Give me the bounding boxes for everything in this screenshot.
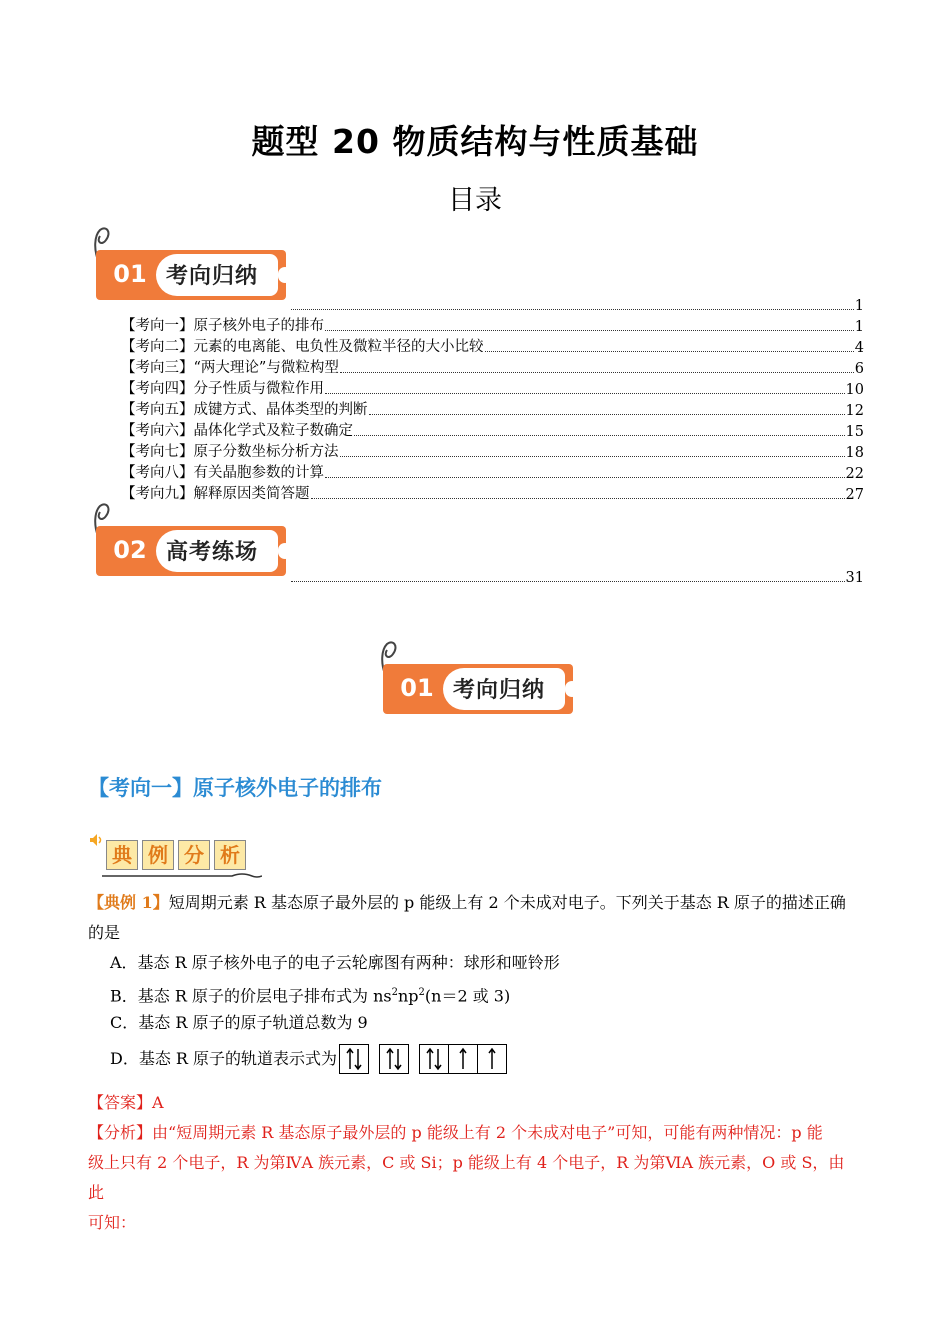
toc-page: 27 bbox=[845, 487, 864, 503]
orbital-box-up bbox=[449, 1044, 478, 1074]
option-d: D．基态 R 原子的轨道表示式为 bbox=[110, 1044, 507, 1074]
document-title: 题型 20 物质结构与性质基础 bbox=[251, 122, 699, 161]
toc-page: 15 bbox=[845, 424, 864, 440]
toc-page: 10 bbox=[845, 382, 864, 398]
toc-entry[interactable] bbox=[121, 483, 864, 503]
toc-entry-title: 【考向二】元素的电离能、电负性及微粒半径的大小比较 bbox=[121, 339, 484, 355]
example-question: 【典例 1】短周期元素 R 基态原子最外层的 p 能级上有 2 个未成对电子。下列关于基态 R 原子的描述正确 的是 bbox=[88, 893, 846, 942]
toc-entry-title: 【考向六】晶体化学式及粒子数确定 bbox=[121, 423, 353, 439]
toc-entry[interactable] bbox=[121, 399, 864, 419]
badge-label: 考向归纳 bbox=[453, 678, 546, 703]
badge-number: 01 bbox=[400, 674, 434, 702]
toc-entry-title: 【考向八】有关晶胞参数的计算 bbox=[121, 465, 324, 481]
badge-number: 01 bbox=[113, 260, 147, 288]
example-banner-char: 分 bbox=[178, 840, 210, 870]
example-banner-char: 例 bbox=[142, 840, 174, 870]
analysis: 【分析】由“短周期元素 R 基态原子最外层的 p 能级上有 2 个未成对电子”可知，可能有两种情况：p 能 级上只有 2 个电子，R 为第ⅣA 族元素，C 或 Si；p 能级上有 4 个电子，R 为第ⅥA 族元素，O 或 S，由此 可知： bbox=[88, 1123, 845, 1232]
toc-page: 4 bbox=[854, 340, 864, 356]
toc-page: 31 bbox=[845, 570, 864, 586]
option-b: B．基态 R 原子的价层电子排布式为 $ns^2np^2(n=2$ 或 3) bbox=[110, 986, 511, 1006]
example-banner-char: 典 bbox=[106, 840, 138, 870]
orbital-diagram bbox=[339, 1044, 369, 1074]
toc-page: 1 bbox=[854, 319, 864, 335]
section-badge-2 bbox=[96, 520, 288, 578]
toc-entry[interactable] bbox=[121, 462, 864, 482]
toc-entry-title: 【考向三】“两大理论”与微粒构型 bbox=[121, 360, 339, 376]
toc-page: 18 bbox=[845, 445, 864, 461]
speaker-icon bbox=[88, 832, 104, 848]
toc-page: 6 bbox=[854, 361, 864, 377]
toc-entry[interactable] bbox=[121, 357, 864, 377]
toc-entry-title: 【考向一】原子核外电子的排布 bbox=[121, 318, 324, 334]
example-tag: 【典例 1】 bbox=[88, 893, 169, 912]
orbital-box-updown bbox=[379, 1044, 409, 1074]
section-badge-1 bbox=[96, 244, 288, 302]
toc-entry-title: 【考向九】解释原因类简答题 bbox=[121, 486, 310, 502]
toc-page: 22 bbox=[845, 466, 864, 482]
badge-label: 考向归纳 bbox=[166, 264, 259, 289]
toc-entry-title: 【考向四】分子性质与微粒作用 bbox=[121, 381, 324, 397]
badge-number: 02 bbox=[113, 536, 147, 564]
section-heading: 【考向一】原子核外电子的排布 bbox=[88, 776, 382, 800]
toc-entry[interactable] bbox=[121, 378, 864, 398]
answer: 【答案】A bbox=[88, 1093, 164, 1112]
badge-label: 高考练场 bbox=[166, 540, 259, 565]
toc-entry[interactable] bbox=[121, 441, 864, 461]
toc-entry-kaoxiang[interactable] bbox=[290, 294, 864, 314]
example-banner bbox=[88, 830, 268, 880]
orbital-box-up bbox=[478, 1044, 507, 1074]
toc-entry-gaokao[interactable] bbox=[290, 566, 864, 586]
toc-entry[interactable] bbox=[121, 336, 864, 356]
orbital-box-updown bbox=[339, 1044, 369, 1074]
toc-page: 1 bbox=[854, 298, 864, 314]
option-a: A．基态 R 原子核外电子的电子云轮廓图有两种：球形和哑铃形 bbox=[110, 953, 560, 972]
toc-entry-title: 【考向五】成键方式、晶体类型的判断 bbox=[121, 402, 368, 418]
toc-entry-title: 【考向七】原子分数坐标分析方法 bbox=[121, 444, 339, 460]
toc-entry[interactable] bbox=[121, 420, 864, 440]
example-banner-char: 析 bbox=[214, 840, 246, 870]
section-badge-3 bbox=[383, 658, 575, 716]
toc-heading: 目录 bbox=[448, 185, 502, 216]
option-c: C．基态 R 原子的原子轨道总数为 9 bbox=[110, 1013, 368, 1032]
toc-entry[interactable] bbox=[121, 315, 864, 335]
orbital-box-updown bbox=[419, 1044, 449, 1074]
toc-page: 12 bbox=[845, 403, 864, 419]
